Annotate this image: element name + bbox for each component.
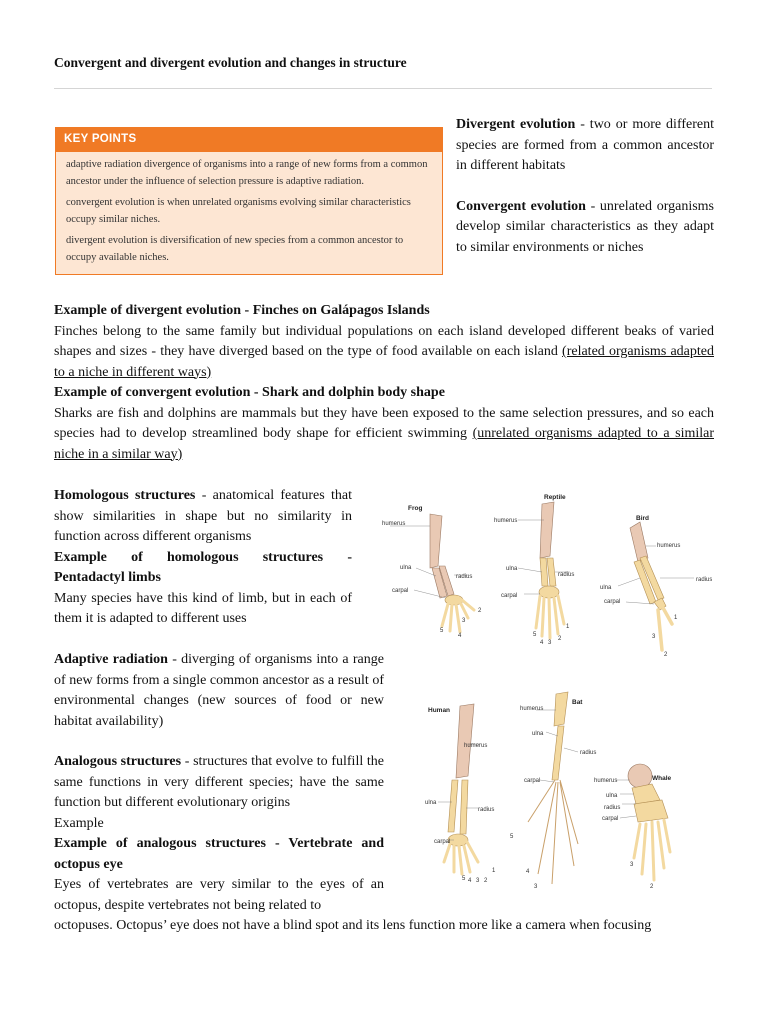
analogous-example-label: Example	[54, 815, 104, 831]
human-digit-1: 1	[492, 868, 496, 874]
reptile-title: Reptile	[544, 494, 566, 501]
homologous-term: Homologous structures	[54, 488, 196, 503]
bat-digit-5: 5	[510, 834, 514, 840]
page-title: Convergent and divergent evolution and changes in structure	[54, 55, 407, 70]
key-point-3: divergent evolution is diversification of new species from a common ancestor to occupy available niches.	[66, 235, 404, 263]
bird-humerus-label: humerus	[657, 543, 681, 549]
reptile-digit-4: 4	[540, 640, 544, 646]
frog-humerus-label: humerus	[382, 521, 406, 527]
bird-digit-2: 2	[664, 652, 668, 658]
bird-carpal-label: carpal	[604, 599, 621, 605]
reptile-digit-2: 2	[558, 636, 562, 642]
convergent-example-body: Sharks are fish and dolphins are mammals but they have been exposed to the same selection pressures, and so each species had to develop streamlined body shape for efficient swimming	[54, 405, 714, 441]
divergent-example-heading: Example of divergent evolution - Finches on Galápagos Islands	[54, 303, 430, 318]
whale-ulna-label: ulna	[606, 793, 618, 799]
frog-carpal-label: carpal	[392, 588, 409, 594]
homologous-text: - anatomical features that show similarities in shape but no similarity in function across different organisms	[54, 488, 353, 544]
human-radius-label: radius	[478, 807, 495, 813]
whale-limb	[594, 764, 672, 890]
bat-carpal-label: carpal	[524, 778, 541, 784]
pentadactyl-limbs-figure-bottom	[408, 684, 714, 894]
analogous-continued	[54, 916, 714, 937]
adaptive-definition	[54, 650, 384, 732]
convergent-example-note: (unrelated organisms adapted to a similar niche in a similar way)	[54, 426, 714, 462]
human-digit-5: 5	[462, 876, 466, 882]
bat-digit-4: 4	[526, 869, 530, 875]
divergent-text: - two or more different species are formed from a common ancestor in different habitats	[456, 117, 714, 173]
analogous-example-text: Eyes of vertebrates are very similar to the eyes of an octopus, despite vertebrates not being related to	[54, 877, 384, 913]
bird-digit-1: 1	[674, 615, 678, 621]
bird-ulna-label: ulna	[600, 585, 612, 591]
human-digit-2: 2	[484, 878, 488, 884]
divergent-term: Divergent evolution	[456, 117, 576, 132]
reptile-limb	[494, 494, 574, 646]
convergent-example-heading: Example of convergent evolution - Shark and dolphin body shape	[54, 385, 445, 400]
homologous-example-subheading: Pentadactyl limbs	[54, 570, 161, 585]
divergent-definition	[456, 115, 714, 177]
frog-title: Frog	[408, 505, 423, 512]
bird-digit-3: 3	[652, 634, 656, 640]
homologous-section	[54, 486, 352, 630]
pentadactyl-limbs-figure-top	[372, 486, 712, 664]
whale-digit-3: 3	[630, 862, 634, 868]
human-ulna-label: ulna	[425, 800, 437, 806]
examples-section	[54, 301, 714, 465]
adaptive-section	[54, 650, 384, 732]
definitions-column	[456, 115, 714, 278]
frog-ulna-label: ulna	[400, 565, 412, 571]
convergent-example-text	[54, 404, 714, 466]
frog-limb	[382, 505, 482, 639]
frog-digit-2: 2	[478, 608, 482, 614]
bat-ulna-label: ulna	[532, 731, 544, 737]
reptile-radius-label: radius	[558, 572, 575, 578]
analogous-example-text-cont: octopuses. Octopus’ eye does not have a blind spot and its lens function more like a camera when focusing	[54, 918, 652, 933]
human-humerus-label: humerus	[464, 743, 488, 749]
divergent-example-text	[54, 322, 714, 384]
reptile-digit-3: 3	[548, 640, 552, 646]
human-digit-3: 3	[476, 878, 480, 884]
analogous-section	[54, 752, 384, 916]
convergent-term: Convergent evolution	[456, 198, 586, 214]
bat-digit-3: 3	[534, 884, 538, 890]
bat-limb	[510, 692, 596, 890]
human-carpal-label: carpal	[434, 839, 451, 845]
whale-title: Whale	[652, 775, 672, 782]
key-points-heading: KEY POINTS	[56, 128, 442, 152]
whale-humerus-label: humerus	[594, 778, 618, 784]
whale-digit-2: 2	[650, 884, 654, 890]
frog-digit-5: 5	[440, 628, 444, 634]
homologous-definition	[54, 486, 352, 548]
reptile-ulna-label: ulna	[506, 566, 518, 572]
human-limb	[425, 704, 496, 884]
reptile-digit-5: 5	[533, 632, 537, 638]
convergent-definition	[456, 197, 714, 259]
homologous-example-text: Many species have this kind of limb, but in each of them it is adapted to different uses	[54, 590, 352, 626]
bat-title: Bat	[572, 699, 583, 706]
divergent-example-body: Finches belong to the same family but individual populations on each island developed different beaks of varied shapes and sizes - they have diverged based on the type of food available on each island	[54, 323, 714, 359]
frog-digit-4: 4	[458, 633, 462, 639]
key-point-1: adaptive radiation divergence of organisms into a range of new forms from a common ancestor under the influence of selection pressure is adaptive radiation.	[66, 159, 428, 187]
bird-limb	[600, 515, 712, 658]
whale-carpal-label: carpal	[602, 816, 619, 822]
analogous-term: Analogous structures	[54, 754, 182, 769]
reptile-humerus-label: humerus	[494, 518, 518, 524]
key-point-2: convergent evolution is when unrelated organisms evolving similar characteristics occupy similar niches.	[66, 197, 411, 225]
divergent-example-note: (related organisms adapted to a niche in different ways)	[54, 344, 714, 380]
analogous-text: - structures that evolve to fulfill the same functions in very different species; have the same function but different evolutionary origins	[54, 754, 384, 810]
analogous-definition	[54, 752, 384, 814]
adaptive-text: - diverging of organisms into a range of new forms from a single common ancestor as a result of environmental changes (new sources of food or new habitat availability)	[54, 652, 384, 729]
human-title: Human	[428, 707, 451, 714]
bat-humerus-label: humerus	[520, 706, 544, 712]
title-divider	[54, 88, 712, 89]
key-points-box	[55, 127, 443, 275]
reptile-carpal-label: carpal	[501, 593, 518, 599]
bird-title: Bird	[636, 515, 649, 522]
convergent-text: - unrelated organisms develop similar characteristics as they adapt to similar environments or niches	[456, 198, 715, 255]
whale-radius-label: radius	[604, 805, 621, 811]
analogous-example-heading: Example of analogous structures - Vertebrate and octopus eye	[54, 836, 384, 872]
homologous-example-heading: Example of homologous structures -	[54, 549, 352, 565]
adaptive-term: Adaptive radiation	[54, 652, 168, 667]
bat-radius-label: radius	[580, 750, 597, 756]
human-digit-4: 4	[468, 878, 472, 884]
reptile-digit-1: 1	[566, 624, 570, 630]
frog-radius-label: radius	[456, 574, 473, 580]
frog-digit-3: 3	[462, 618, 466, 624]
bird-radius-label: radius	[696, 577, 712, 583]
